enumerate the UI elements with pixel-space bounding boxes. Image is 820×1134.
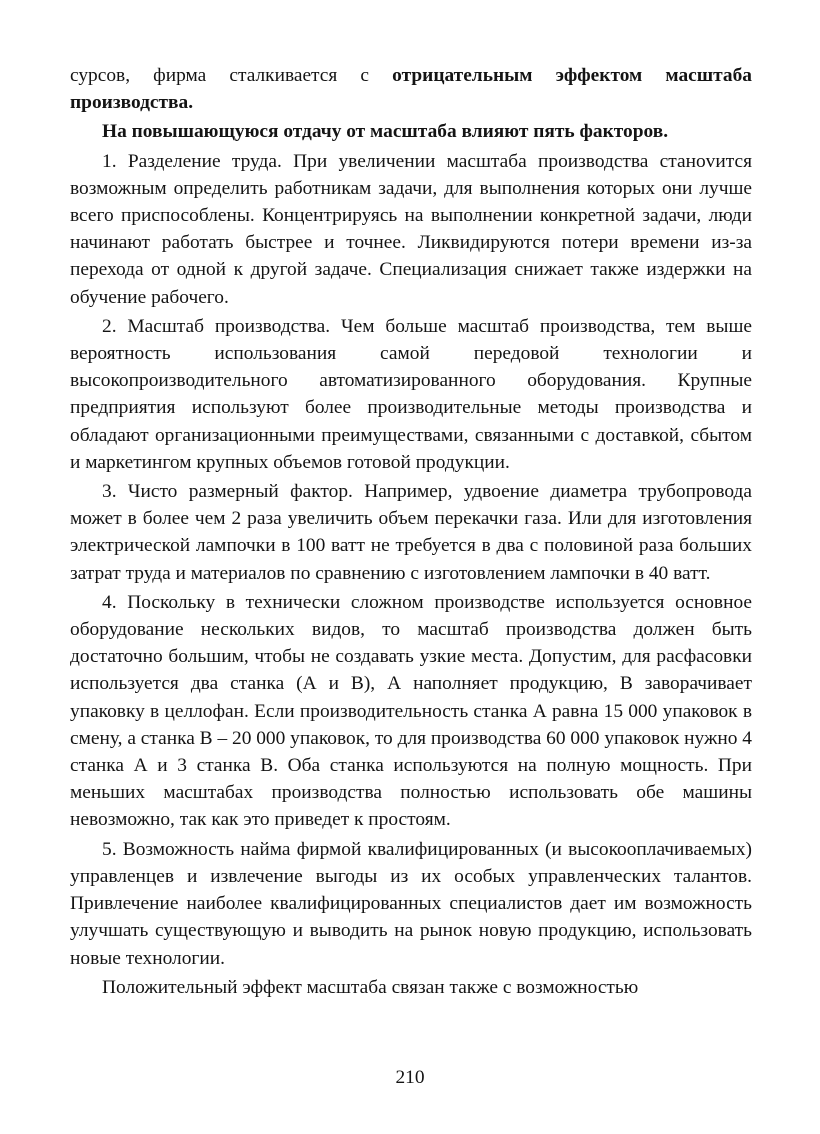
text-run: 2. Масштаб производства. Чем больше масштаб производства, тем выше вероятность использования самой передовой технологии и высокопроизводительного автоматизированного оборудования. Крупные предприятия используют более производительные методы производства и обладают организационными преимуществами, связанными с доставкой, сбытом и маркетингом крупных объемов готовой продукции. (70, 315, 752, 473)
paragraph (70, 836, 752, 972)
text-run: Положительный эффект масштаба связан также с возможностью (102, 976, 639, 998)
text-run-bold: отрицательным эффектом масштаба производства. (70, 65, 752, 114)
page-number: 210 (395, 1067, 425, 1088)
text-run: 3. Чисто размерный фактор. Например, удвоение диаметра трубопровода может в более чем 2 раза увеличить объем перекачки газа. Или для изготовления электрической лампочки в 100 ватт не требуется в два с половиной раза больших затрат труда и материалов по сравнению с изготовлением лампочки в 40 ватт. (70, 481, 752, 584)
paragraph (70, 313, 752, 476)
text-run: 5. Возможность найма фирмой квалифицированных (и высокооплачиваемых) управленцев и извлечение выгоды из их особых управленческих талантов. Привлечение наиболее квалифицированных специалистов дает им возможность улучшать существующую и выводить на рынок новую продукцию, использовать новые технологии. (70, 838, 752, 969)
text-run: сурсов, фирма сталкивается с (70, 65, 393, 86)
text-run: 4. Поскольку в технически сложном производстве используется основное оборудование нескольких видов, то масштаб производства должен быть достаточно большим, чтобы не создавать узкие места. Допустим, для расфасовки используется два станка (А и В), А наполняет продукцию, В заворачивает упаковку в целлофан. Если производительность станка А равна 15 000 упаковок в смену, а станка В – 20 000 упаковок, то для производства 60 000 упаковок нужно 4 станка А и 3 станка В. Оба станка используются на полную мощность. При меньших масштабах производства полностью использовать обе машины невозможно, так как это приведет к простоям. (70, 591, 752, 831)
paragraph (70, 478, 752, 587)
paragraph (70, 148, 752, 311)
text-run: 1. Разделение труда. При увеличении масштаба производства станоvится возможным определить работникам задачи, для выполнения которых они лучше всего приспособлены. Концентрируясь на выполнении конкретной задачи, люди начинают работать быстрее и точнее. Ликвидируются потери времени из-за перехода от одной к другой задаче. Специализация снижает также издержки на обучение рабочего. (70, 150, 752, 308)
paragraph (70, 974, 752, 1001)
paragraph (70, 589, 752, 834)
page-body (70, 62, 752, 1001)
paragraph (70, 62, 752, 116)
section-heading (70, 118, 752, 145)
text-run-bold: На повышающуюся отдачу от масштаба влияют пять факторов. (102, 121, 669, 143)
